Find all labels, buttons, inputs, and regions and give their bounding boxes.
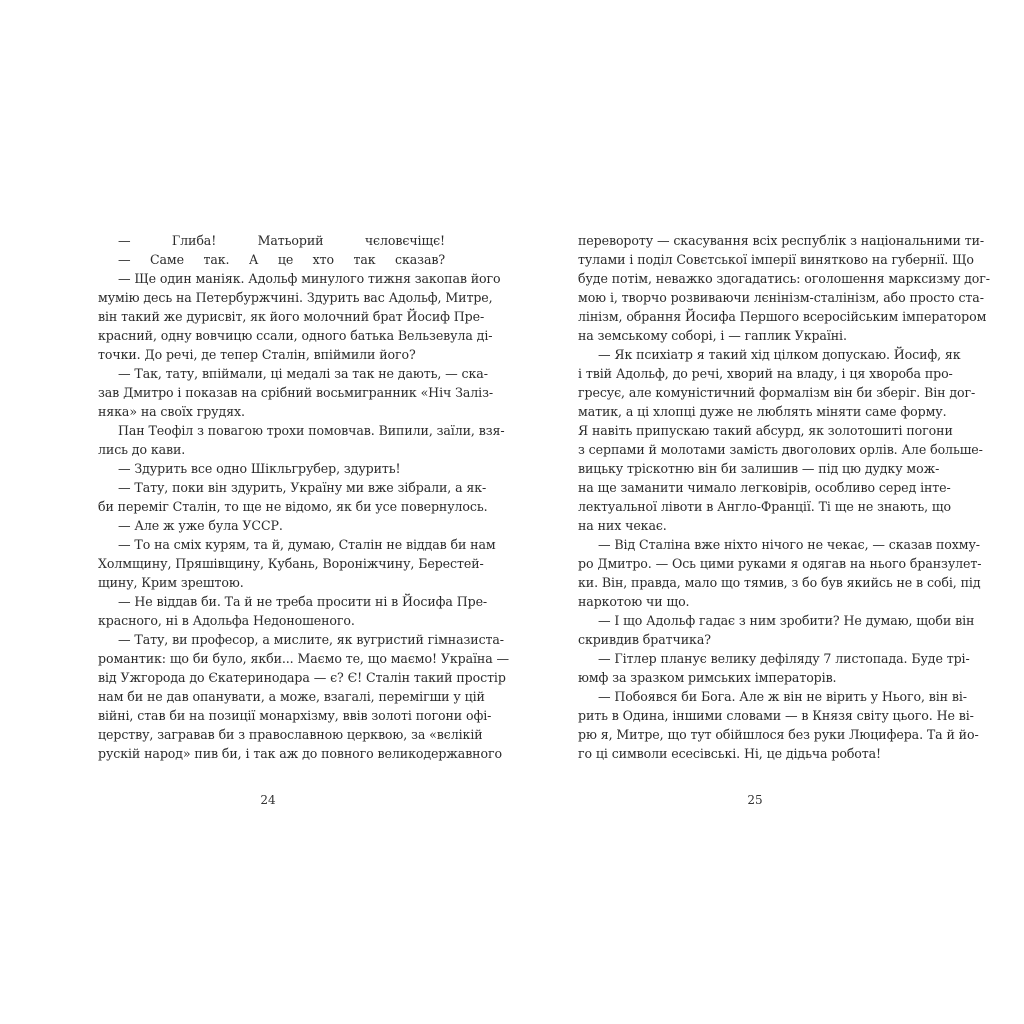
text-line: і твій Адольф, до речі, хворий на владу, і ця хвороба про- xyxy=(578,366,953,381)
text-line: рю я, Митре, що тут обійшлося без руки Люцифера. Та й йо- xyxy=(578,727,979,742)
text-line: він такий же дурисвіт, як його молочний брат Йосиф Пре- xyxy=(98,309,485,324)
text-line: Я навіть припускаю такий абсурд, як золотошиті погони xyxy=(578,423,953,438)
text-line: красний, одну вовчицю ссали, одного батька Вельзевула ді- xyxy=(98,328,493,343)
left-page xyxy=(98,231,510,763)
text-line: — Так, тату, впіймали, ці медалі за так не дають, — ска- xyxy=(118,366,488,381)
text-line: юмф за зразком римських імператорів. xyxy=(578,670,837,685)
text-line: — Гітлер планує велику дефіляду 7 листопада. Буде трі- xyxy=(598,651,970,666)
page-number-right: 25 xyxy=(747,793,763,807)
text-line: гресує, але комуністичний формалізм він би зберіг. Він дог- xyxy=(578,385,976,400)
text-line: — Глиба! Матьорий чєловєчіщє! xyxy=(118,233,445,248)
text-line: — Ще один маніяк. Адольф минулого тижня закопав його xyxy=(118,271,501,286)
text-line: мумію десь на Петербуржчині. Здурить вас Адольф, Митре, xyxy=(98,290,493,305)
text-line: няка» на своїх грудях. xyxy=(98,404,245,419)
text-line: красного, ні в Адольфа Недоношеного. xyxy=(98,613,355,628)
text-line: мою і, творчо розвиваючи лєнінізм-сталінізм, або просто ста- xyxy=(578,290,984,305)
text-line: на земському соборі, і — гаплик Україні. xyxy=(578,328,847,343)
text-line: — Але ж уже була УССР. xyxy=(118,518,283,533)
text-line: — Тату, ви професор, а мислите, як вугристий гімназиста- xyxy=(118,632,504,647)
right-page-text xyxy=(578,231,990,763)
text-line: вицьку тріскотню він би залишив — під цю дудку мож- xyxy=(578,461,940,476)
text-line: — Не віддав би. Та й не треба просити ні в Йосифа Пре- xyxy=(118,594,488,609)
text-line: Холмщину, Пряшівщину, Кубань, Вороніжчину, Берестей- xyxy=(98,556,484,571)
text-line: зав Дмитро і показав на срібний восьмигранник «Ніч Заліз- xyxy=(98,385,494,400)
text-line: лінізм, обрання Йосифа Першого всеросійським імператором xyxy=(578,309,987,324)
left-page-text xyxy=(98,231,510,763)
text-line: би переміг Сталін, то ще не відомо, як би усе повернулось. xyxy=(98,499,488,514)
text-line: рускій народ» пив би, і так аж до повного великодержавного xyxy=(98,746,502,761)
text-line: — Тату, поки він здурить, Україну ми вже зібрали, а як- xyxy=(118,480,487,495)
text-line: з серпами й молотами замість двоголових орлів. Але больше- xyxy=(578,442,983,457)
text-line: — Побоявся би Бога. Але ж він не вірить у Нього, він ві- xyxy=(598,689,967,704)
text-line: наркотою чи що. xyxy=(578,594,690,609)
text-line: рить в Одина, іншими словами — в Князя світу цього. Не ві- xyxy=(578,708,974,723)
page-number-left: 24 xyxy=(260,793,276,807)
text-line: — Саме так. А це хто так сказав? xyxy=(118,252,445,267)
text-line: матик, а ці хлопці дуже не люблять міняти саме форму. xyxy=(578,404,947,419)
text-line: ки. Він, правда, мало що тямив, з бо був якийсь не в собі, під xyxy=(578,575,981,590)
text-line: го ці символи есесівські. Ні, це дідьча робота! xyxy=(578,746,882,761)
text-line: буде потім, неважко здогадатись: оголошення марксизму дог- xyxy=(578,271,990,286)
right-page xyxy=(578,231,990,763)
text-line: — То на сміх курям, та й, думаю, Сталін не віддав би нам xyxy=(118,537,496,552)
text-line: на ще заманити чимало легковірів, особливо серед інте- xyxy=(578,480,951,495)
text-line: лись до кави. xyxy=(98,442,186,457)
text-line: війні, став би на позиції монархізму, ввів золоті погони офі- xyxy=(98,708,492,723)
text-line: нам би не дав опанувати, а може, взагалі, перемігши у цій xyxy=(98,689,485,704)
text-line: романтик: що би було, якби... Маємо те, що маємо! Україна — xyxy=(98,651,510,666)
text-line: — Від Сталіна вже ніхто нічого не чекає, — сказав похму- xyxy=(598,537,980,552)
text-line: церству, загравав би з православною церквою, за «вєлікій xyxy=(98,727,483,742)
text-line: перевороту — скасування всіх республік з національними ти- xyxy=(578,233,985,248)
text-line: Пан Теофіл з повагою трохи помовчав. Випили, заїли, взя- xyxy=(118,423,505,438)
text-line: — Здурить все одно Шікльгрубер, здурить! xyxy=(118,461,401,476)
text-line: ро Дмитро. — Ось цими руками я одягав на нього бранзулет- xyxy=(578,556,982,571)
text-line: тулами і поділ Совєтської імперії винятково на губернії. Що xyxy=(578,252,974,267)
text-line: на них чекає. xyxy=(578,518,667,533)
text-line: від Ужгорода до Єкатеринодара — є? Є! Сталін такий простір xyxy=(98,670,506,685)
text-line: — І що Адольф гадає з ним зробити? Не думаю, щоби він xyxy=(598,613,975,628)
text-line: лектуальної лівоти в Англо-Франції. Ті ще не знають, що xyxy=(578,499,951,514)
text-line: скривдив братчика? xyxy=(578,632,711,647)
text-line: точки. До речі, де тепер Сталін, впіймили його? xyxy=(98,347,416,362)
text-line: щину, Крим зрештою. xyxy=(98,575,244,590)
text-line: — Як психіатр я такий хід цілком допускаю. Йосиф, як xyxy=(598,347,961,362)
